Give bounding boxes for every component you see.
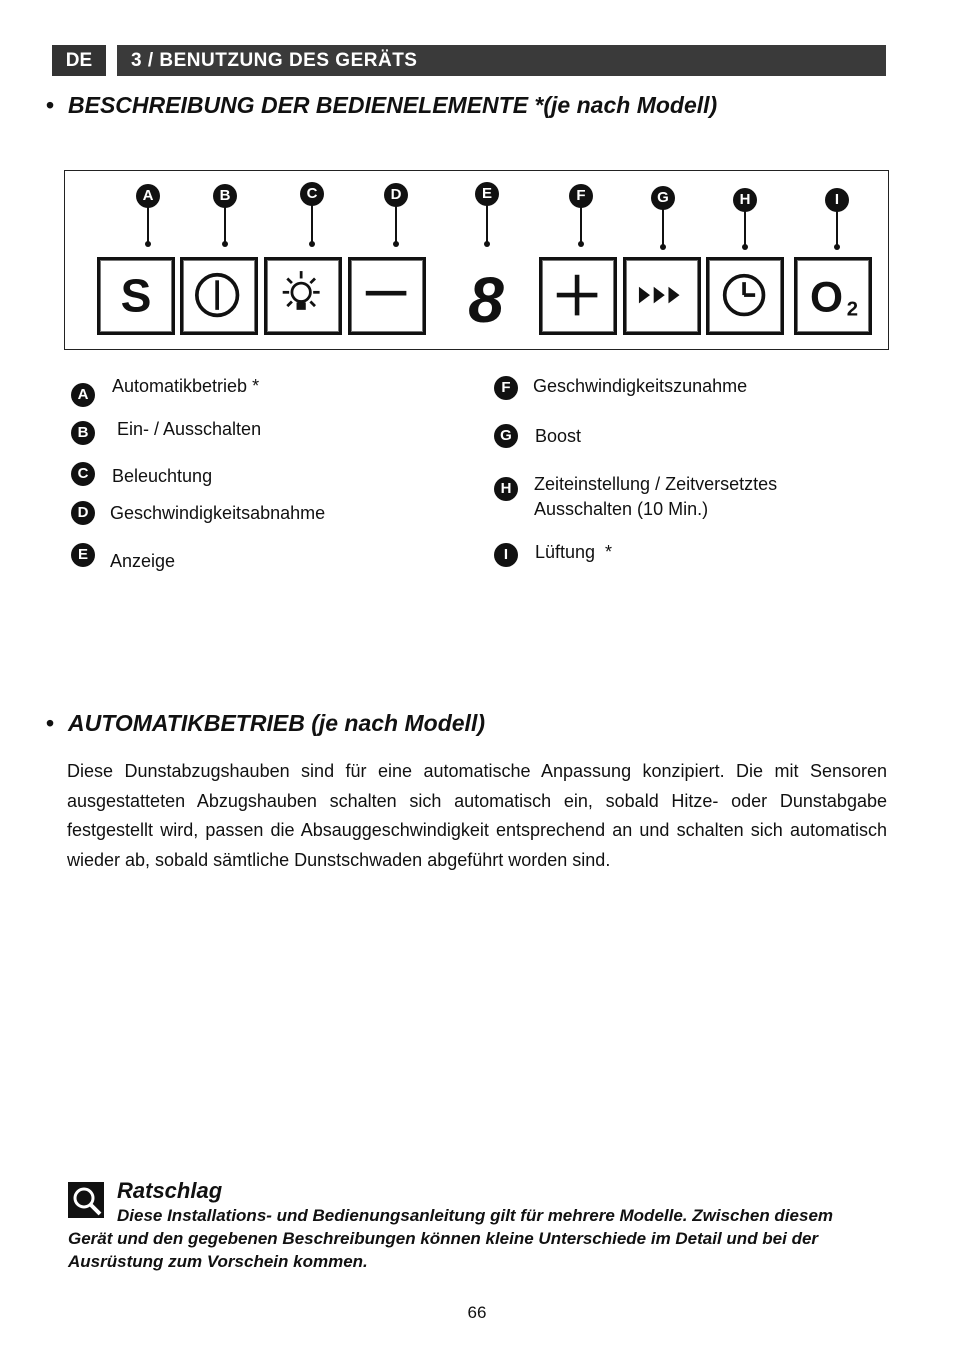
bullet: • — [46, 92, 55, 118]
legend-text-e: Anzeige — [110, 551, 176, 571]
pin-line — [744, 210, 746, 247]
key-power[interactable] — [180, 257, 258, 335]
language-badge: DE — [52, 45, 106, 76]
s-letter-icon — [100, 260, 172, 332]
legend-text-b: Ein- / Ausschalten — [112, 419, 262, 439]
pin-line — [836, 210, 838, 247]
pin-end — [222, 241, 228, 247]
pin-line — [224, 206, 226, 244]
pin-end — [834, 244, 840, 250]
legend-text-c: Beleuchtung — [112, 466, 213, 486]
legend-text-i: Lüftung * — [535, 542, 613, 562]
legend-badge-d: D — [71, 501, 95, 525]
pin-e: E — [475, 182, 499, 206]
power-icon — [183, 260, 255, 332]
light-bulb-icon — [267, 260, 339, 332]
section-title-text: BESCHREIBUNG DER BEDIENELEMENTE *(je nach Modell) — [68, 92, 718, 118]
pin-end — [393, 241, 399, 247]
pin-d: D — [384, 183, 408, 207]
legend-badge-h: H — [494, 477, 518, 501]
legend-badge-g: G — [494, 424, 518, 448]
legend-text-h-line1: Zeiteinstellung / Zeitversetztes — [534, 474, 778, 494]
o2-icon — [797, 260, 869, 332]
pin-b: B — [213, 184, 237, 208]
pin-i: I — [825, 188, 849, 212]
pin-end — [742, 244, 748, 250]
legend-badge-a: A — [71, 383, 95, 407]
pin-end — [660, 244, 666, 250]
pin-end — [578, 241, 584, 247]
tip-title: Ratschlag — [117, 1178, 223, 1203]
legend-badge-i: I — [494, 543, 518, 567]
pin-line — [486, 204, 488, 244]
section-title-auto — [46, 710, 485, 737]
legend-text-h — [534, 472, 777, 522]
pin-a: A — [136, 184, 160, 208]
pin-end — [484, 241, 490, 247]
clock-icon — [709, 260, 781, 332]
pin-line — [662, 208, 664, 247]
svg-text:8: 8 — [468, 264, 504, 334]
page-number: 66 — [467, 1303, 487, 1322]
pin-g: G — [651, 186, 675, 210]
pin-c: C — [300, 182, 324, 206]
display-indicator — [448, 262, 526, 334]
auto-mode-paragraph: Diese Dunstabzugshauben sind für eine automatische Anpassung konzipiert. Die mit Sensoren ausgestatteten Abzugshauben schalten sich automatisch ein, sobald Hitze- oder Dunstabgabe festgestellt wird, passen die Absauggeschwindigkeit entsprechend an und schalten sich automatisch wieder ab, sobald sämtliche Dunstschwaden abgeführt worden sind. — [67, 761, 887, 870]
key-boost[interactable] — [623, 257, 701, 335]
plus-icon — [542, 260, 614, 332]
section-title-controls — [46, 92, 717, 119]
seven-segment-display-icon — [448, 262, 526, 334]
pin-end — [145, 241, 151, 247]
pin-line — [311, 204, 313, 244]
minus-icon — [351, 260, 423, 332]
key-minus[interactable] — [348, 257, 426, 335]
legend-text-d: Geschwindigkeitsabnahme — [110, 503, 326, 523]
svg-text:S: S — [120, 269, 152, 322]
legend-badge-e: E — [71, 543, 95, 567]
tip-text — [68, 1204, 878, 1273]
legend-badge-b: B — [71, 421, 95, 445]
bullet: • — [46, 710, 55, 736]
legend-text-g: Boost — [535, 426, 582, 446]
pin-end — [309, 241, 315, 247]
legend-text-h-line2: Ausschalten (10 Min.) — [534, 499, 709, 519]
legend-text-a: Automatikbetrieb * — [112, 376, 260, 396]
section-title-text: AUTOMATIKBETRIEB (je nach Modell) — [68, 710, 485, 736]
pin-line — [147, 206, 149, 244]
pin-f: F — [569, 184, 593, 208]
pin-line — [580, 206, 582, 244]
key-ventilation[interactable] — [794, 257, 872, 335]
key-timer[interactable] — [706, 257, 784, 335]
svg-text:O: O — [810, 273, 844, 321]
svg-text:2: 2 — [846, 298, 859, 321]
boost-arrows-icon — [626, 260, 698, 332]
legend-text-f: Geschwindigkeitszunahme — [533, 376, 748, 396]
tip-text-body: Diese Installations- und Bedienungsanleitung gilt für mehrere Modelle. Zwischen diesem Gerät und den gegebenen Beschreibungen können kleine Unterschiede im Detail und bei der Ausrüstung zum Vorschein kommen. — [68, 1206, 834, 1271]
chapter-header: 3 / BENUTZUNG DES GERÄTS — [117, 45, 886, 76]
key-plus[interactable] — [539, 257, 617, 335]
legend-badge-c: C — [71, 462, 95, 486]
key-light[interactable] — [264, 257, 342, 335]
legend-badge-f: F — [494, 376, 518, 400]
pin-h: H — [733, 188, 757, 212]
key-auto[interactable] — [97, 257, 175, 335]
pin-line — [395, 205, 397, 244]
